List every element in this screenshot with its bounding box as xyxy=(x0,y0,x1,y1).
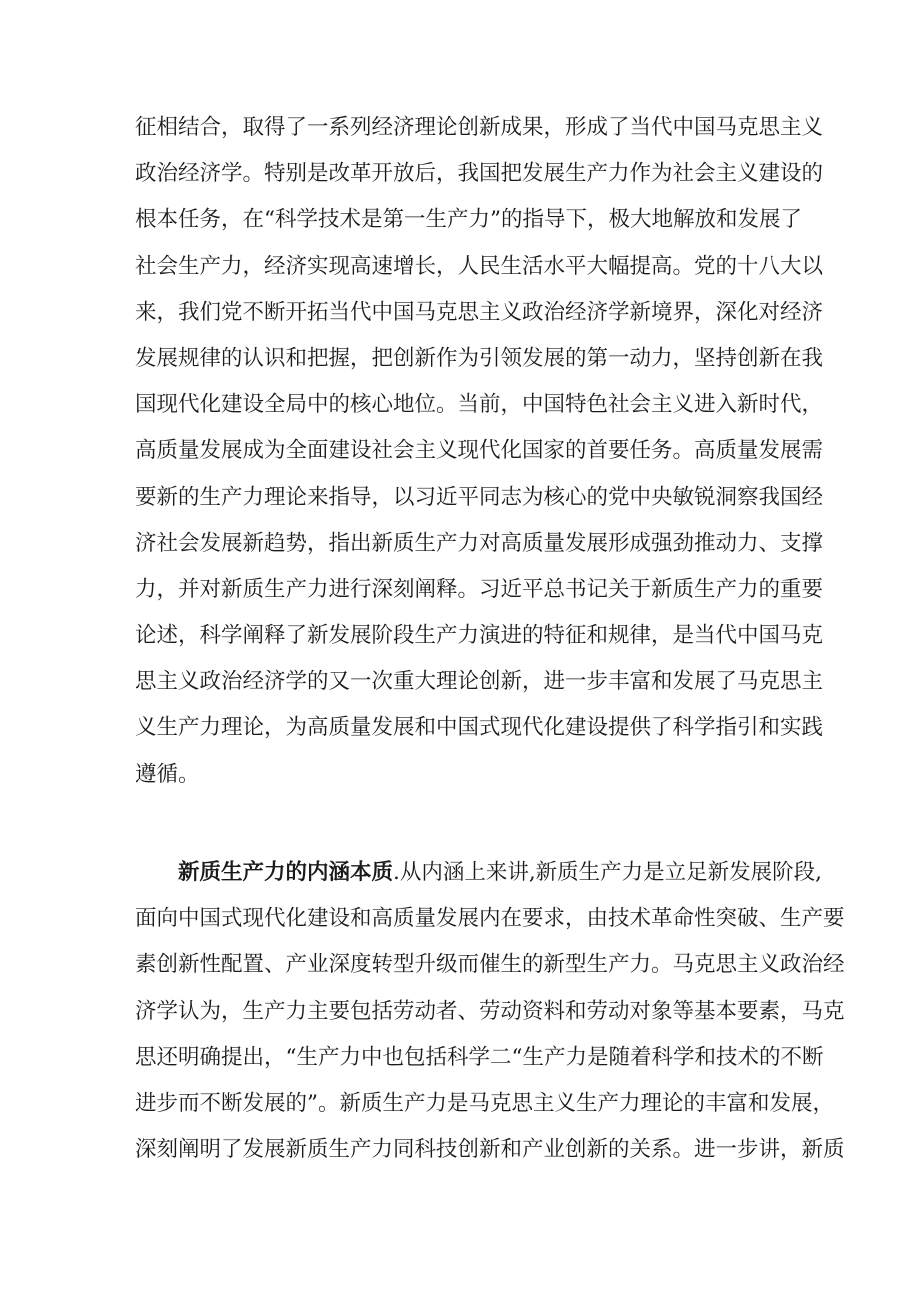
text-line: 征相结合，取得了一系列经济理论创新成果，形成了当代中国马克思主义 xyxy=(135,115,824,140)
text-line: 发展规律的认识和把握，把创新作为引领发展的第一动力，坚持创新在我 xyxy=(135,345,824,371)
paragraph-2 xyxy=(135,850,845,1173)
text-line: 要新的生产力理论来指导，以习近平同志为核心的党中央敏锐洞察我国经 xyxy=(135,484,824,510)
text-line: 思主义政治经济学的又一次重大理论创新，进一步丰富和发展了马克思主 xyxy=(135,669,824,695)
text-line: 思还明确提出，“生产力中也包括科学二“生产力是随着科学和技术的不断 xyxy=(135,1044,824,1070)
text-line: 遵循。 xyxy=(135,761,200,787)
text-line: 面向中国式现代化建设和高质量发展内在要求，由技术革命性突破、生产要 xyxy=(135,906,845,932)
text-line: 深刻阐明了发展新质生产力同科技创新和产业创新的关系。进一步讲，新质 xyxy=(135,1137,845,1163)
text-line-first xyxy=(135,850,823,896)
text-line: 来，我们党不断开拓当代中国马克思主义政治经济学新境界，深化对经济 xyxy=(135,299,824,325)
text-line: 根本任务，在“科学技术是第一生产力”的指导下，极大地解放和发展了 xyxy=(135,207,802,233)
text-line: 济社会发展新趋势，指出新质生产力对高质量发展形成强劲推动力、支撑 xyxy=(135,530,824,556)
text-line: 国现代化建设全局中的核心地位。当前，中国特色社会主义进入新时代， xyxy=(135,392,824,418)
text-line: 力，并对新质生产力进行深刻阐释。习近平总书记关于新质生产力的重要 xyxy=(135,576,824,602)
text-line: 高质量发展成为全面建设社会主义现代化国家的首要任务。高质量发展需 xyxy=(135,438,824,464)
text-run: .从内涵上来讲,新质生产力是立足新发展阶段, xyxy=(393,860,823,885)
text-line: 政治经济学。特别是改革开放后，我国把发展生产力作为社会主义建设的 xyxy=(135,161,824,187)
text-line: 社会生产力，经济实现高速增长，人民生活水平大幅提高。党的十八大以 xyxy=(135,253,824,279)
text-line: 论述，科学阐释了新发展阶段生产力演进的特征和规律，是当代中国马克 xyxy=(135,623,824,649)
text-line: 济学认为，生产力主要包括劳动者、劳动资料和劳动对象等基本要素，马克 xyxy=(135,998,845,1024)
text-line: 素创新性配置、产业深度转型升级而催生的新型生产力。马克思主义政治经 xyxy=(135,952,845,978)
text-line: 进步而不断发展的”。新质生产力是马克思主义生产力理论的丰富和发展， xyxy=(135,1090,834,1116)
paragraph-lead-heading: 新质生产力的内涵本质 xyxy=(178,860,394,885)
paragraph-1 xyxy=(135,105,824,798)
text-line: 义生产力理论，为高质量发展和中国式现代化建设提供了科学指引和实践 xyxy=(135,715,824,741)
